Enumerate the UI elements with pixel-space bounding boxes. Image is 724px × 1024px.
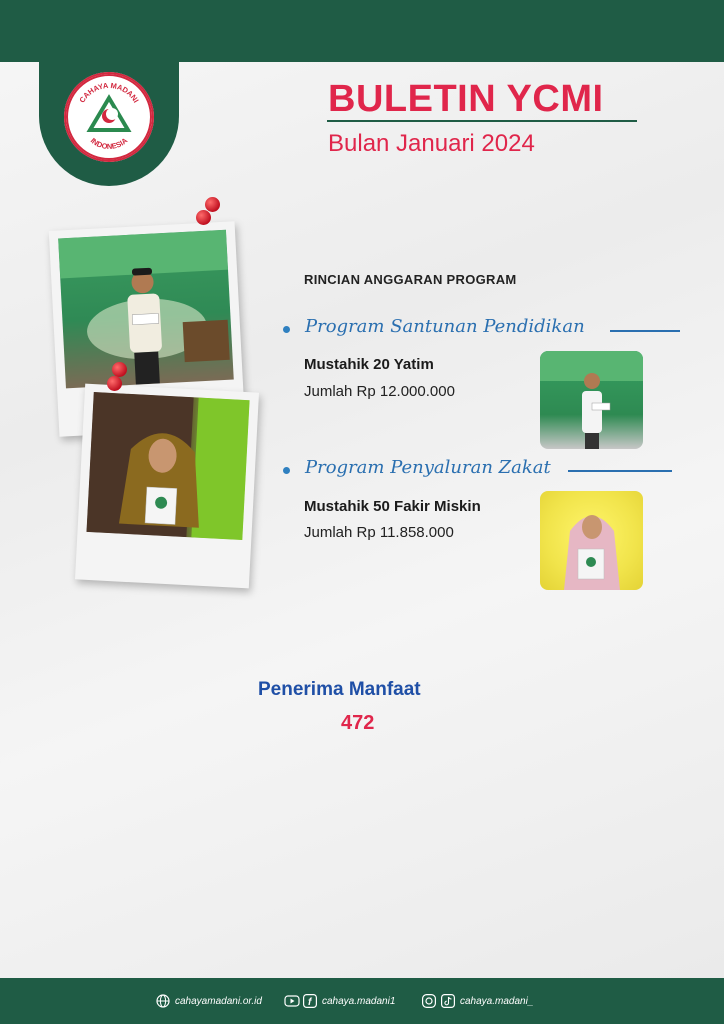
facebook-text[interactable]: cahaya.madani1 bbox=[322, 995, 396, 1007]
globe-icon bbox=[156, 994, 170, 1008]
bulletin-subtitle: Bulan Januari 2024 bbox=[328, 130, 535, 157]
red-pushpin-icon bbox=[196, 210, 211, 225]
footer-facebook[interactable] bbox=[284, 992, 395, 1010]
woman-holding-package-photo bbox=[86, 392, 249, 540]
logo-bottom-text: INDONESIA bbox=[88, 135, 130, 152]
youtube-icon[interactable] bbox=[284, 994, 298, 1008]
footer-website[interactable] bbox=[156, 992, 262, 1010]
program-amount-zakat: Jumlah Rp 11.858.000 bbox=[304, 524, 454, 541]
footer-instagram[interactable] bbox=[422, 992, 533, 1010]
organization-logo bbox=[64, 72, 154, 162]
program-divider bbox=[610, 330, 680, 332]
title-divider bbox=[327, 120, 637, 122]
bullet-icon bbox=[283, 467, 290, 474]
beneficiary-label: Penerima Manfaat bbox=[258, 679, 421, 700]
red-pushpin-icon bbox=[107, 376, 122, 391]
woman-with-package-thumbnail bbox=[540, 491, 643, 590]
tiktok-icon[interactable] bbox=[441, 994, 455, 1008]
instagram-text[interactable]: cahaya.madani_ bbox=[460, 995, 534, 1007]
program-recipient-santunan: Mustahik 20 Yatim bbox=[304, 356, 434, 373]
program-divider bbox=[568, 470, 672, 472]
program-title-santunan: Program Santunan Pendidikan bbox=[305, 316, 585, 337]
boy-holding-envelope-photo bbox=[58, 230, 234, 389]
website-text[interactable]: cahayamadani.or.id bbox=[175, 995, 262, 1007]
svg-text:INDONESIA bbox=[89, 136, 130, 152]
program-title-zakat: Program Penyaluran Zakat bbox=[305, 457, 551, 478]
program-amount-santunan: Jumlah Rp 12.000.000 bbox=[304, 383, 455, 400]
red-pushpin-icon bbox=[112, 362, 127, 377]
beneficiary-count: 472 bbox=[341, 712, 375, 734]
bullet-icon bbox=[283, 326, 290, 333]
facebook-icon[interactable] bbox=[303, 994, 317, 1008]
bulletin-title: BULETIN YCMI bbox=[328, 78, 604, 120]
logo-top-text: CAHAYA MADANI bbox=[77, 80, 141, 105]
polaroid-photo-2 bbox=[75, 384, 259, 589]
instagram-icon[interactable] bbox=[422, 994, 436, 1008]
logo-emblem-icon bbox=[64, 72, 154, 162]
budget-heading: RINCIAN ANGGARAN PROGRAM bbox=[304, 272, 517, 287]
program-recipient-zakat: Mustahik 50 Fakir Miskin bbox=[304, 498, 481, 515]
svg-text:f: f bbox=[308, 997, 312, 1008]
boy-with-envelope-thumbnail bbox=[540, 351, 643, 449]
red-pushpin-icon bbox=[205, 197, 220, 212]
